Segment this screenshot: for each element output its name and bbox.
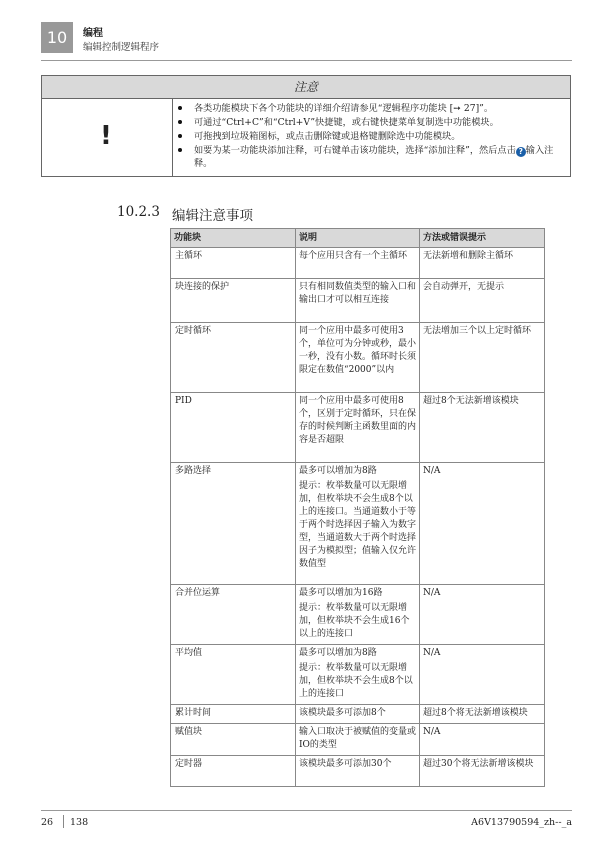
note-item: 可拖拽到垃圾箱图标，或点击删除键或退格键删除选中功能模块。	[174, 130, 569, 143]
cell-msg: 会自动弹开，无提示	[420, 279, 545, 323]
table-row	[171, 463, 545, 585]
table-body	[171, 248, 545, 787]
cell-desc	[296, 756, 420, 787]
column-header-desc: 说明	[296, 229, 420, 248]
cell-desc-text: 该模块最多可添加30个	[299, 759, 392, 769]
cell-desc-hint: 提示：枚举数量可以无限增加，但枚举块不会生成16个以上的连接口	[299, 603, 410, 639]
table-row	[171, 756, 545, 787]
table-row	[171, 645, 545, 705]
exclamation-icon: !	[100, 121, 112, 151]
cell-desc-text: 最多可以增加为16路	[299, 588, 383, 598]
footer-separator	[63, 815, 64, 828]
cell-desc-text: 同一个应用中最多可使用8个，区别于定时循环，只在保存的时候判断主函数里面的内容是否超限	[299, 396, 417, 445]
footer-divider	[41, 810, 572, 811]
cell-block: 平均值	[171, 645, 296, 705]
cell-msg: 无法新增和删除主循环	[420, 248, 545, 279]
cell-block: PID	[171, 393, 296, 463]
cell-desc	[296, 323, 420, 393]
cell-block: 主循环	[171, 248, 296, 279]
cell-msg: 超过8个将无法新增该模块	[420, 705, 545, 724]
table-row	[171, 393, 545, 463]
cell-block: 定时循环	[171, 323, 296, 393]
cell-msg: 无法增加三个以上定时循环	[420, 323, 545, 393]
note-list	[174, 101, 569, 171]
cell-desc-text: 该模块最多可添加8个	[299, 708, 386, 718]
cell-desc-hint: 提示：枚举数量可以无限增加，但枚举块不会生成8个以上的连接口。当通道数小于等于两个时选择因子输入为数字型，当通道数大于两个时选择因子为模拟型；值输入仅允许数值型	[299, 481, 417, 569]
cell-desc	[296, 393, 420, 463]
cell-desc	[296, 724, 420, 756]
cell-block: 赋值块	[171, 724, 296, 756]
cell-msg: N/A	[420, 463, 545, 585]
chapter-number-box: 10	[41, 22, 73, 53]
edit-notes-table	[170, 228, 545, 787]
note-item	[174, 144, 569, 170]
cell-block: 合并位运算	[171, 585, 296, 645]
table-row	[171, 279, 545, 323]
cell-msg: N/A	[420, 585, 545, 645]
cell-block: 累计时间	[171, 705, 296, 724]
page-number: 26	[41, 817, 54, 828]
table-row	[171, 585, 545, 645]
note-box	[41, 75, 571, 177]
cell-block: 定时器	[171, 756, 296, 787]
cell-desc-text: 只有相同数值类型的输入口和输出口才可以相互连接	[299, 282, 417, 305]
note-icon-cell	[42, 99, 173, 177]
note-item: 可通过“Ctrl+C”和“Ctrl+V”快捷键，或右键快捷菜单复制选中功能模块。	[174, 116, 569, 129]
table-row	[171, 323, 545, 393]
cell-msg: N/A	[420, 645, 545, 705]
note-item-text: 如要为某一功能块添加注释，可右键单击该功能块，选择“添加注释”，然后点击	[194, 145, 516, 156]
cell-desc	[296, 705, 420, 724]
cell-desc	[296, 463, 420, 585]
header-divider	[41, 60, 572, 61]
table-header-row	[171, 229, 545, 248]
cell-msg: 超过30个将无法新增该模块	[420, 756, 545, 787]
cell-block: 多路选择	[171, 463, 296, 585]
cell-msg: N/A	[420, 724, 545, 756]
cell-desc-text: 最多可以增加为8路	[299, 648, 377, 658]
note-body	[42, 99, 570, 177]
page-total: 138	[70, 817, 89, 828]
cell-desc	[296, 248, 420, 279]
note-item-text-end: 输入注释。	[194, 145, 554, 169]
cell-desc-text: 每个应用只含有一个主循环	[299, 251, 408, 261]
cell-desc	[296, 585, 420, 645]
table-row	[171, 724, 545, 756]
note-heading: 注意	[42, 76, 570, 99]
note-item: 各类功能模块下各个功能块的详细介绍请参见“逻辑程序功能块 [➙ 27]”。	[174, 102, 569, 115]
cell-desc-hint: 提示：枚举数量可以无限增加，但枚举块不会生成8个以上的连接口	[299, 663, 413, 699]
table-row	[171, 705, 545, 724]
cell-block: 块连接的保护	[171, 279, 296, 323]
help-icon: ?	[516, 147, 526, 157]
document-id: A6V13790594_zh--_a	[471, 817, 572, 828]
section-number: 10.2.3	[117, 204, 160, 220]
cell-msg: 超过8个无法新增该模块	[420, 393, 545, 463]
cell-desc	[296, 645, 420, 705]
cell-desc-text: 最多可以增加为8路	[299, 466, 377, 476]
column-header-block: 功能块	[171, 229, 296, 248]
table-row	[171, 248, 545, 279]
chapter-subtitle: 编辑控制逻辑程序	[83, 42, 160, 53]
cell-desc	[296, 279, 420, 323]
chapter-title: 编程	[83, 28, 103, 39]
section-title: 编辑注意事项	[172, 208, 253, 224]
cell-desc-text: 同一个应用中最多可使用3个，单位可为分钟或秒，最小一秒，没有小数。循环时长须限定在数值“2000”以内	[299, 326, 417, 375]
column-header-msg: 方法或错误提示	[420, 229, 545, 248]
cell-desc-text: 输入口取决于被赋值的变量或IO的类型	[299, 727, 417, 750]
